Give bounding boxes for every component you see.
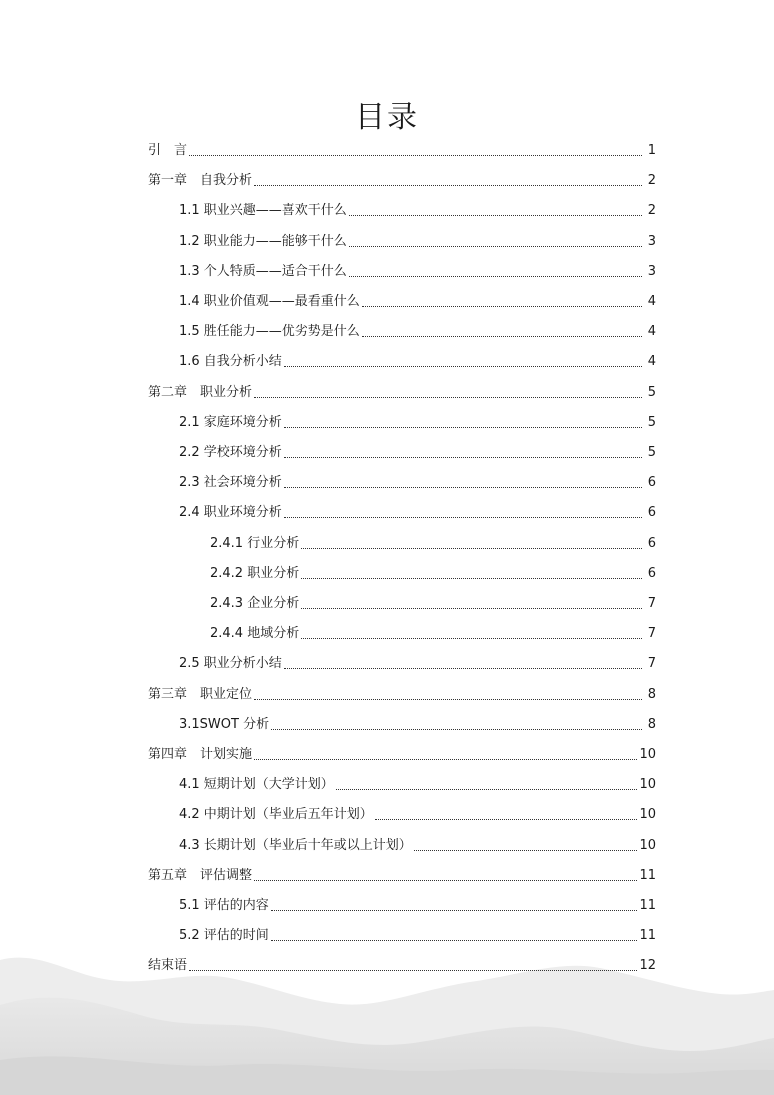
toc-dot-leader xyxy=(284,654,642,669)
toc-entry-label: 1.5 胜任能力——优劣势是什么 xyxy=(179,324,360,340)
toc-page-number: 11 xyxy=(639,898,656,913)
toc-page-number: 4 xyxy=(647,324,656,340)
toc-page-number: 3 xyxy=(647,233,656,249)
toc-entry-label: 引 言 xyxy=(148,143,188,158)
toc-page-number: 6 xyxy=(647,475,656,491)
toc-entry-label: 1.6 自我分析小结 xyxy=(179,354,282,370)
toc-entry[interactable] xyxy=(148,685,656,705)
toc-page-number: 7 xyxy=(647,656,656,672)
toc-entry[interactable] xyxy=(148,141,656,161)
toc-entry[interactable] xyxy=(179,836,656,856)
toc-entry[interactable] xyxy=(179,292,656,312)
toc-entry-label: 第一章 自我分析 xyxy=(148,173,253,189)
toc-entry-label: 2.3 社会环境分析 xyxy=(179,475,282,491)
toc-dot-leader xyxy=(189,141,642,156)
toc-entry[interactable] xyxy=(210,594,656,614)
toc-dot-leader xyxy=(254,745,637,760)
toc-dot-leader xyxy=(301,624,642,639)
toc-entry-label: 4.2 中期计划（毕业后五年计划） xyxy=(179,807,373,823)
toc-entry[interactable] xyxy=(179,896,656,916)
toc-entry-label: 4.1 短期计划（大学计划） xyxy=(179,777,334,793)
toc-page-number: 6 xyxy=(647,535,656,551)
toc-page-number: 5 xyxy=(647,445,656,460)
toc-entry-label: 2.5 职业分析小结 xyxy=(179,656,282,672)
toc-dot-leader xyxy=(301,564,642,579)
toc-entry-label: 5.2 评估的时间 xyxy=(179,928,269,944)
toc-entry[interactable] xyxy=(179,352,656,372)
toc-entry-label: 第四章 计划实施 xyxy=(148,747,253,762)
toc-dot-leader xyxy=(271,896,638,911)
toc-entry-label: 2.4 职业环境分析 xyxy=(179,505,282,521)
toc-page-number: 10 xyxy=(639,777,656,793)
toc-page-number: 10 xyxy=(639,837,656,853)
toc-dot-leader xyxy=(254,171,642,186)
toc-page-number: 7 xyxy=(647,626,656,642)
page-title: 目录 xyxy=(355,100,419,135)
toc-page-number: 11 xyxy=(639,867,656,883)
toc-dot-leader xyxy=(254,866,637,881)
toc-dot-leader xyxy=(301,594,642,609)
toc-page-number: 1 xyxy=(647,143,656,158)
toc-page-number: 3 xyxy=(647,263,656,279)
toc-page-number: 11 xyxy=(639,928,656,944)
toc-entry-label: 1.3 个人特质——适合干什么 xyxy=(179,263,347,279)
toc-entry-label: 5.1 评估的内容 xyxy=(179,898,269,913)
toc-entry[interactable] xyxy=(179,926,656,946)
toc-page-number: 4 xyxy=(647,354,656,370)
toc-entry-label: 2.1 家庭环境分析 xyxy=(179,414,282,430)
toc-entry[interactable] xyxy=(179,473,656,493)
toc-entry-label: 2.4.1 行业分析 xyxy=(210,535,300,551)
toc-page-number: 7 xyxy=(647,596,656,611)
toc-entry[interactable] xyxy=(179,443,656,463)
toc-page-number: 10 xyxy=(639,747,656,762)
toc-entry-label: 4.3 长期计划（毕业后十年或以上计划） xyxy=(179,837,412,853)
toc-dot-leader xyxy=(284,443,642,458)
toc-dot-leader xyxy=(349,262,642,277)
toc-entry-label: 第二章 职业分析 xyxy=(148,384,253,400)
toc-dot-leader xyxy=(362,292,642,307)
table-of-contents xyxy=(0,137,774,987)
toc-entry[interactable] xyxy=(210,624,656,644)
toc-dot-leader xyxy=(301,534,642,549)
toc-dot-leader xyxy=(271,715,642,730)
toc-page-number: 8 xyxy=(647,686,656,702)
toc-dot-leader xyxy=(284,352,642,367)
toc-entry[interactable] xyxy=(179,322,656,342)
toc-dot-leader xyxy=(362,322,642,337)
toc-entry[interactable] xyxy=(148,171,656,191)
toc-entry-label: 第五章 评估调整 xyxy=(148,867,253,883)
toc-dot-leader xyxy=(189,956,637,971)
toc-dot-leader xyxy=(349,201,642,216)
toc-entry-label: 1.4 职业价值观——最看重什么 xyxy=(179,294,360,309)
toc-dot-leader xyxy=(271,926,638,941)
toc-entry-label: 1.2 职业能力——能够干什么 xyxy=(179,233,347,249)
toc-entry[interactable] xyxy=(210,564,656,584)
toc-entry-label: 2.4.4 地域分析 xyxy=(210,626,300,642)
toc-dot-leader xyxy=(375,805,638,820)
toc-dot-leader xyxy=(336,775,638,790)
toc-entry[interactable] xyxy=(179,413,656,433)
toc-entry[interactable] xyxy=(148,866,656,886)
toc-page-number: 12 xyxy=(639,958,656,974)
toc-dot-leader xyxy=(284,503,642,518)
toc-entry-label: 1.1 职业兴趣——喜欢干什么 xyxy=(179,203,347,219)
toc-entry[interactable] xyxy=(179,654,656,674)
toc-entry-label: 2.4.3 企业分析 xyxy=(210,596,300,611)
toc-dot-leader xyxy=(414,836,638,851)
toc-dot-leader xyxy=(284,413,642,428)
toc-page-number: 6 xyxy=(647,565,656,581)
toc-entry-label: 2.4.2 职业分析 xyxy=(210,565,300,581)
toc-dot-leader xyxy=(284,473,642,488)
toc-entry[interactable] xyxy=(148,745,656,765)
toc-page-number: 4 xyxy=(647,294,656,309)
toc-entry-label: 2.2 学校环境分析 xyxy=(179,445,282,460)
toc-entry[interactable] xyxy=(179,232,656,252)
toc-page-number: 2 xyxy=(647,203,656,219)
toc-entry[interactable] xyxy=(179,262,656,282)
toc-page-number: 8 xyxy=(647,716,656,732)
toc-entry[interactable] xyxy=(179,503,656,523)
toc-entry-label: 第三章 职业定位 xyxy=(148,686,253,702)
toc-page-number: 5 xyxy=(647,384,656,400)
toc-entry[interactable] xyxy=(210,534,656,554)
toc-entry[interactable] xyxy=(179,201,656,221)
toc-entry[interactable] xyxy=(148,956,656,976)
toc-dot-leader xyxy=(254,383,642,398)
toc-entry[interactable] xyxy=(179,805,656,825)
toc-dot-leader xyxy=(254,685,642,700)
toc-page-number: 5 xyxy=(647,414,656,430)
toc-dot-leader xyxy=(349,232,642,247)
toc-entry[interactable] xyxy=(148,383,656,403)
toc-entry[interactable] xyxy=(179,775,656,795)
toc-entry[interactable] xyxy=(179,715,656,735)
toc-page-number: 10 xyxy=(639,807,656,823)
toc-page-number: 6 xyxy=(647,505,656,521)
toc-entry-label: 3.1SWOT 分析 xyxy=(179,716,270,732)
toc-page-number: 2 xyxy=(647,173,656,189)
toc-entry-label: 结束语 xyxy=(148,958,188,974)
